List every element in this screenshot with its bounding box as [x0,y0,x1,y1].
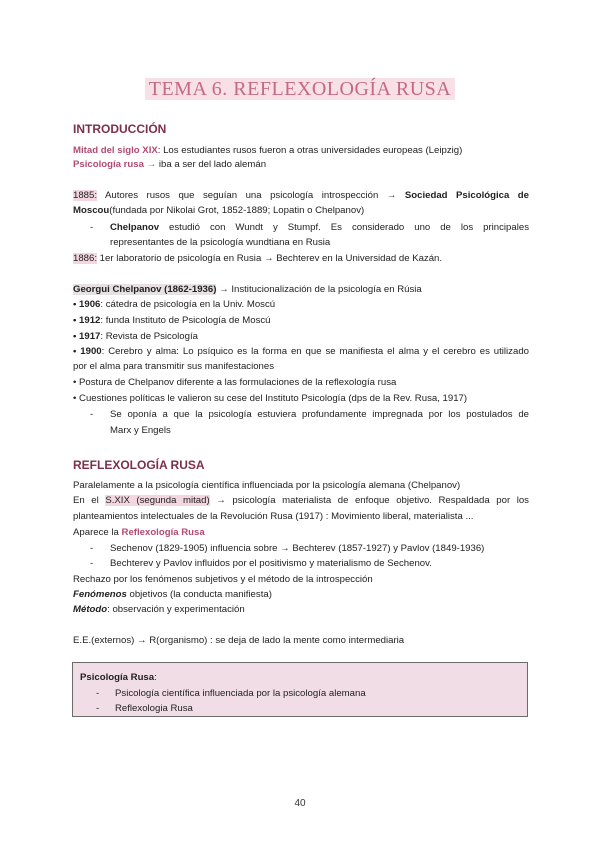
bullet-dash: - [96,703,100,714]
reflex-line1: Paralelamente a la psicología científica influenciada por la psicología alemana (Chelpanov) [73,480,461,491]
page-number: 40 [294,798,306,809]
bullet-1917: • 1917: Revista de Psicología [73,331,198,342]
intro-line-psicologia-rusa: Psicología rusa → iba a ser del lado alemán [73,159,267,170]
reflex-ee: E.E.(externos) → R(organismo) : se deja de lado la mente como intermediaria [73,635,405,646]
reflex-metodo: Método: observación y experimentación [73,604,245,615]
callout-item-2: Reflexologia Rusa [115,703,193,714]
intro-line-mitad-siglo: Mitad del siglo XIX: Los estudiantes rusos fueron a otras universidades europeas (Leipzig) [73,145,463,156]
bullet-dash: - [90,222,94,233]
p1886-line: 1886: 1er laboratorio de psicología en Rusia → Bechterev en la Universidad de Kazán. [73,253,443,264]
reflex-sub2: Bechterev y Pavlov influidos por el positivismo y materialismo de Sechenov. [110,558,432,569]
bullet-cuestiones: • Cuestiones políticas le valieron su cese del Instituto Psicología (dps de la Rev. Rusa, 1917) [73,393,468,404]
callout-title: Psicología Rusa: [80,672,157,683]
callout-item-1: Psicología científica influenciada por la psicología alemana [115,688,366,699]
bullet-dash: - [90,558,94,569]
bullet-dash: - [96,688,100,699]
section-heading-introduccion: INTRODUCCIÓN [73,122,167,136]
reflex-sub1: Sechenov (1829-1905) influencia sobre → Bechterev (1857-1927) y Pavlov (1849-1936) [110,543,485,554]
reflex-line2: En el S.XIX (segunda mitad) → psicología materialista de enfoque objetivo. Respaldada por los [73,495,529,506]
reflex-line3: planteamientos intelectuales de la Revolución Rusa (1917) : Movimiento liberal, materialista ... [73,511,474,522]
bullet-dash: - [90,543,94,554]
bullet-1906: • 1906: cátedra de psicología en la Univ. Moscú [73,299,276,310]
bullet-dash: - [90,409,94,420]
oponia-line1: Se oponía a que la psicología estuviera profundamente impregnada por los postulados de [110,409,529,420]
chelpanov-line1: Chelpanov estudió con Wundt y Stumpf. Es considerado uno de los principales [110,222,529,233]
oponia-line2: Marx y Engels [110,425,171,436]
chelpanov-line2: representantes de la psicología wundtiana en Rusia [110,237,331,248]
reflex-line4: Aparece la Reflexología Rusa [73,527,205,538]
bullet-1900-line1: • 1900: Cerebro y alma: Lo psíquico es la forma en que se manifiesta el alma y el cerebro es utilizado [73,346,529,357]
page-title: TEMA 6. REFLEXOLOGÍA RUSA [0,78,600,101]
bullet-postura: • Postura de Chelpanov diferente a las formulaciones de la reflexología rusa [73,377,397,388]
p1885-line1: 1885: Autores rusos que seguían una psicología introspección → Sociedad Psicológica de [73,190,529,201]
bullet-1912: • 1912: funda Instituto de Psicología de Moscú [73,315,271,326]
reflex-fenomenos: Fenómenos objetivos (la conducta manifiesta) [73,589,272,600]
bullet-1900-line2: por el alma para transmitir sus manifestaciones [73,361,275,372]
reflex-rechazo: Rechazo por los fenómenos subjetivos y el método de la introspección [73,574,373,585]
p1885-line2: Moscou(fundada por Nikolai Grot, 1852-1889; Lopatin o Chelpanov) [73,205,365,216]
section-heading-reflexologia: REFLEXOLOGÍA RUSA [73,458,205,472]
georgui-line: Georgui Chelpanov (1862-1936) → Institucionalización de la psicología en Rúsia [73,284,422,295]
